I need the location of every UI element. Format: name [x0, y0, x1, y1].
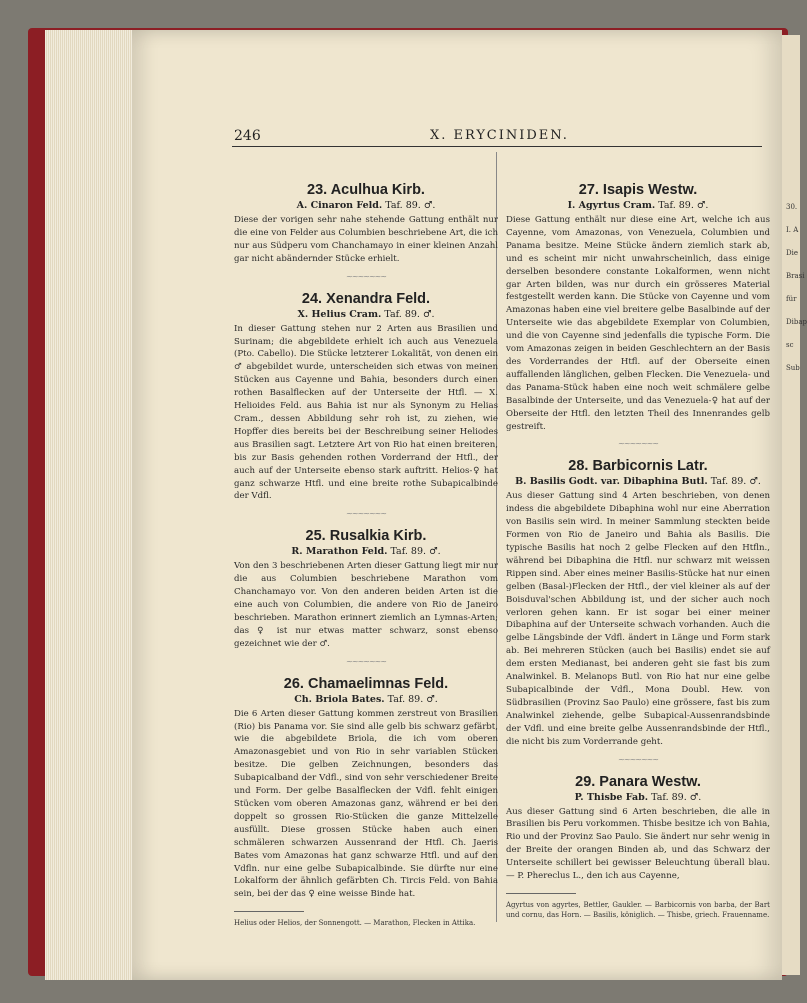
- species-line: [234, 200, 498, 212]
- page-edges: [45, 30, 145, 980]
- plate-reference: Taf. 89.: [390, 546, 427, 558]
- plate-reference: Taf. 89.: [710, 476, 747, 488]
- next-page-fragment: Dibap: [786, 318, 807, 326]
- species-name: A. Cinaron Feld.: [296, 200, 383, 211]
- section-body: Diese Gattung enthält nur diese eine Art, welche ich aus Cayenne, vom Amazonas, von Venezuela, Columbien und Panama besitze. Meine Stücke ändern ziemlich stark ab, und es scheint mir nicht unwahrscheinlich, dass einige derselben besondere constante Lokalformen, wenn nicht gar Arten bilden, was nur durch ein grösseres Material festgestellt werden kann. Die Stücke von Cayenne und vom Amazonas haben eine viel breitere gelbe Basalbinde auf der Unterseite wie das abgebildete Exemplar von Columbien, und die von Cayenne sind jedenfalls die typische Form. Die vom Amazonas zeigen in beiden Geschlechtern an der Basis des Vorderrandes der Htfl. auf der Oberseite einen auffallenden länglichen, gelben Flecken. Die Venezuela- und das Panama-Stück haben eine noch weit schmälere gelbe Basalbinde der Unterseite, und das Venezuela-♀ hat auf der Oberseite der Htfl. den letzten Theil des Innenrandes gelb gestreift.: [506, 215, 770, 432]
- genus-heading: 28. Barbicornis Latr.: [568, 458, 708, 475]
- sex-symbol: ♂.: [426, 693, 438, 705]
- ornament-divider: ~~~~~~~: [346, 656, 386, 666]
- ornament-divider: ~~~~~~~: [346, 509, 386, 519]
- plate-reference: Taf. 89.: [387, 693, 424, 705]
- next-page-fragment: Brasi: [786, 272, 805, 280]
- book-page: [132, 30, 782, 980]
- next-page-fragment: sc: [786, 341, 794, 349]
- species-name: R. Marathon Feld.: [291, 546, 388, 558]
- page-header: [132, 126, 782, 146]
- footnote-rule: [506, 893, 576, 894]
- species-name: P. Thisbe Fab.: [574, 791, 649, 803]
- sex-symbol: ♂.: [696, 200, 709, 211]
- genus-section: [234, 182, 498, 281]
- section-body: Diese der vorigen sehr nahe stehende Gattung enthält nur die eine von Felder aus Columbien beschriebene Art, die ich nur aus Südperu vom Chanchamayo in einer kleinen Anzahl gar nicht abändernder Stücke erhielt.: [234, 215, 498, 264]
- ornament-divider: ~~~~~~~: [618, 439, 658, 449]
- genus-section: [506, 458, 770, 763]
- genus-heading: 27. Isapis Westw.: [578, 182, 698, 198]
- ornament-divider: ~~~~~~~: [346, 271, 386, 281]
- genus-heading: 24. Xenandra Feld.: [301, 290, 431, 307]
- sex-symbol: ♂.: [422, 308, 435, 320]
- sex-symbol: ♂.: [423, 200, 436, 211]
- footnote-left: Helius oder Helios, der Sonnengott. — Marathon, Flecken in Attika.: [234, 919, 476, 928]
- plate-reference: Taf. 89.: [651, 791, 687, 803]
- next-page-fragment: I. A: [786, 226, 799, 234]
- plate-reference: Taf. 89.: [384, 308, 420, 320]
- footnote-right: Agyrtus von agyrtes, Bettler, Gaukler. — Barbicornis von barba, der Bart und cornu, das Horn. — Basilis, königlich. — Thisbe, griech. Frauenname.: [506, 900, 770, 919]
- genus-heading: 29. Panara Westw.: [575, 773, 701, 790]
- species-line: [234, 309, 498, 321]
- running-head: X. ERYCINIDEN.: [430, 128, 569, 143]
- left-column: [234, 182, 498, 928]
- genus-heading: 26. Chamaelimnas Feld.: [283, 675, 449, 692]
- next-page-fragment: 30.: [786, 203, 798, 211]
- species-name: X. Helius Cram.: [297, 308, 382, 320]
- right-column: [506, 182, 770, 920]
- genus-section: [506, 182, 770, 448]
- plate-reference: Taf. 89.: [385, 200, 421, 211]
- species-line: [506, 200, 770, 212]
- section-body: Von den 3 beschriebenen Arten dieser Gattung liegt mir nur die aus Columbien beschriebene Marathon vom Chanchamayo vor. Von den anderen beiden Arten ist die eine auch von Columbien, die andere von Rio de Janeiro beschrieben. Marathon erinnert ziemlich an Lymnas-Arten; das ♀ ist nur etwas matter schwarz, sonst ebenso gezeichnet wie der ♂.: [234, 561, 498, 649]
- sex-symbol: ♂.: [429, 546, 441, 558]
- genus-section: [234, 291, 498, 519]
- plate-reference: Taf. 89.: [658, 200, 694, 211]
- genus-section: [506, 774, 770, 883]
- genus-section: [234, 676, 498, 902]
- species-line: [506, 476, 770, 488]
- section-body: Aus dieser Gattung sind 4 Arten beschrieben, von denen indess die abgebildete Dibaphina wohl nur eine Aberration von Basilis sein wird. In meiner Sammlung steckten beide Formen von Rio de Janeiro und Bahia als Basilis. Die typische Basilis hat noch 2 gelbe Flecken auf den Htfln., während bei Dibaphina die Htfl. nur schwarz mit weissen Rippen sind. Aber eines meiner Basilis-Stücke hat nur einen gelben (Basal-)Flecken der Htfl., der viel kleiner als auf der Boisduval'schen Abbildung ist, und der sicher auch noch verloren gehen kann. Er ist sogar bei einer meiner Dibaphina auf der Unterseite schwach vorhanden. Auch die gelbe Längsbinde der Vdfl. ändert in Länge und Form stark ab. Bei mehreren Stücken (auch bei Basilis) endet sie auf dem ersten Medianast, bei anderen geht sie fast bis zum Analwinkel. B. Melanops Butl. von Rio hat nur eine gelbe Subapicalbinde der Vdfl., Mona Doubl. Hew. von Südbrasilien (Provinz Sao Paulo) eine grössere, fast bis zum Analwinkel ziehende, gelbe Subapical-Aussenrandsbinde der Vdfl. und eine breite gelbe Aussenrandsbinde der Htfl., die nicht bis zum Vorderrande geht.: [506, 491, 770, 747]
- sex-symbol: ♂.: [749, 476, 761, 488]
- next-page-fragment: Sub: [786, 364, 800, 372]
- section-body: In dieser Gattung stehen nur 2 Arten aus Brasilien und Surinam; die abgebildete erhielt ich auch aus Venezuela (Pto. Cabello). Die Stücke letzterer Lokalität, von denen ein ♂ abgebildet wurde, unterscheiden sich etwas von meinen Stücken aus Cayenne und Bahia, besonders durch einen rothen Basalflecken auf der Unterseite der Htfl. — X. Helioides Feld. aus Bahia ist nur als Synonym zu Helias Cram., dessen Abbildung sehr roh ist, zu ziehen, wie Hopffer dies bereits bei der Beschreibung seiner Heliodes aus Brasilien sagt. Letztere Art von Rio hat einen breiteren, bis zur Basis gehenden rothen Vorderrand der Htfl., der auch auf der Unterseite ebenso stark auftritt. Helios-♀ hat ganz schwarze Htfl. und eine breite rothe Subapicalbinde der Vdfl.: [234, 323, 498, 502]
- next-page-fragment: für: [786, 295, 797, 303]
- footnote-rule: [234, 911, 304, 912]
- species-line: [506, 792, 770, 804]
- header-rule: [232, 146, 762, 147]
- section-body: Die 6 Arten dieser Gattung kommen zerstreut von Brasilien (Rio) bis Panama vor. Sie sind alle gelb bis schwarz gefärbt, wie die abgebildete Briola, die ich vom oberen Amazonasgebiet und von Rio in sehr variablen Stücken besitze. Die gelben Zeichnungen, besonders das Subapicalband der Vdfl., sind von sehr verschiedener Breite und Form. Der gelbe Basalflecken der Vdfl. fehlt einigen Stücken vom oberen Amazonas ganz, während er bei den doppelt so grossen Rio-Stücken die ganze Mittelzelle ausfüllt. Diese grossen Stücke haben auch einen schmäleren schwarzen Aussenrand der Htfl. Ch. Jaeris Bates vom Amazonas hat ganz schwarze Htfl. und auf den Vdfln. nur eine gelbe Subapicalbinde. Sie dürfte nur eine Lokalform der ähnlich gefärbten Ch. Tircis Feld. von Bahia sein, bei der das ♀ eine weisse Binde hat.: [234, 708, 498, 900]
- sex-symbol: ♂.: [689, 791, 702, 803]
- species-line: [234, 694, 498, 706]
- genus-heading: 25. Rusalkia Kirb.: [305, 528, 427, 545]
- species-name: Ch. Briola Bates.: [294, 693, 385, 705]
- species-name: B. Basilis Godt. var. Dibaphina Butl.: [515, 476, 708, 488]
- ornament-divider: ~~~~~~~: [618, 754, 658, 764]
- section-body: Aus dieser Gattung sind 6 Arten beschrieben, die alle in Brasilien bis Peru vorkommen. Thisbe besitze ich von Bahia, Rio und der Provinz Sao Paulo. Sie ändert nur sehr wenig in der Breite der orangen Binden ab, und das Schwarz der Unterseite schillert bei gewisser Beleuchtung überall blau. — P. Phereclus L., den ich aus Cayenne,: [506, 806, 770, 882]
- next-page-fragment: Die: [786, 249, 798, 257]
- genus-section: [234, 528, 498, 665]
- page-number: 246: [234, 128, 261, 144]
- species-name: I. Agyrtus Cram.: [567, 200, 656, 211]
- species-line: [234, 546, 498, 558]
- genus-heading: 23. Aculhua Kirb.: [307, 182, 425, 198]
